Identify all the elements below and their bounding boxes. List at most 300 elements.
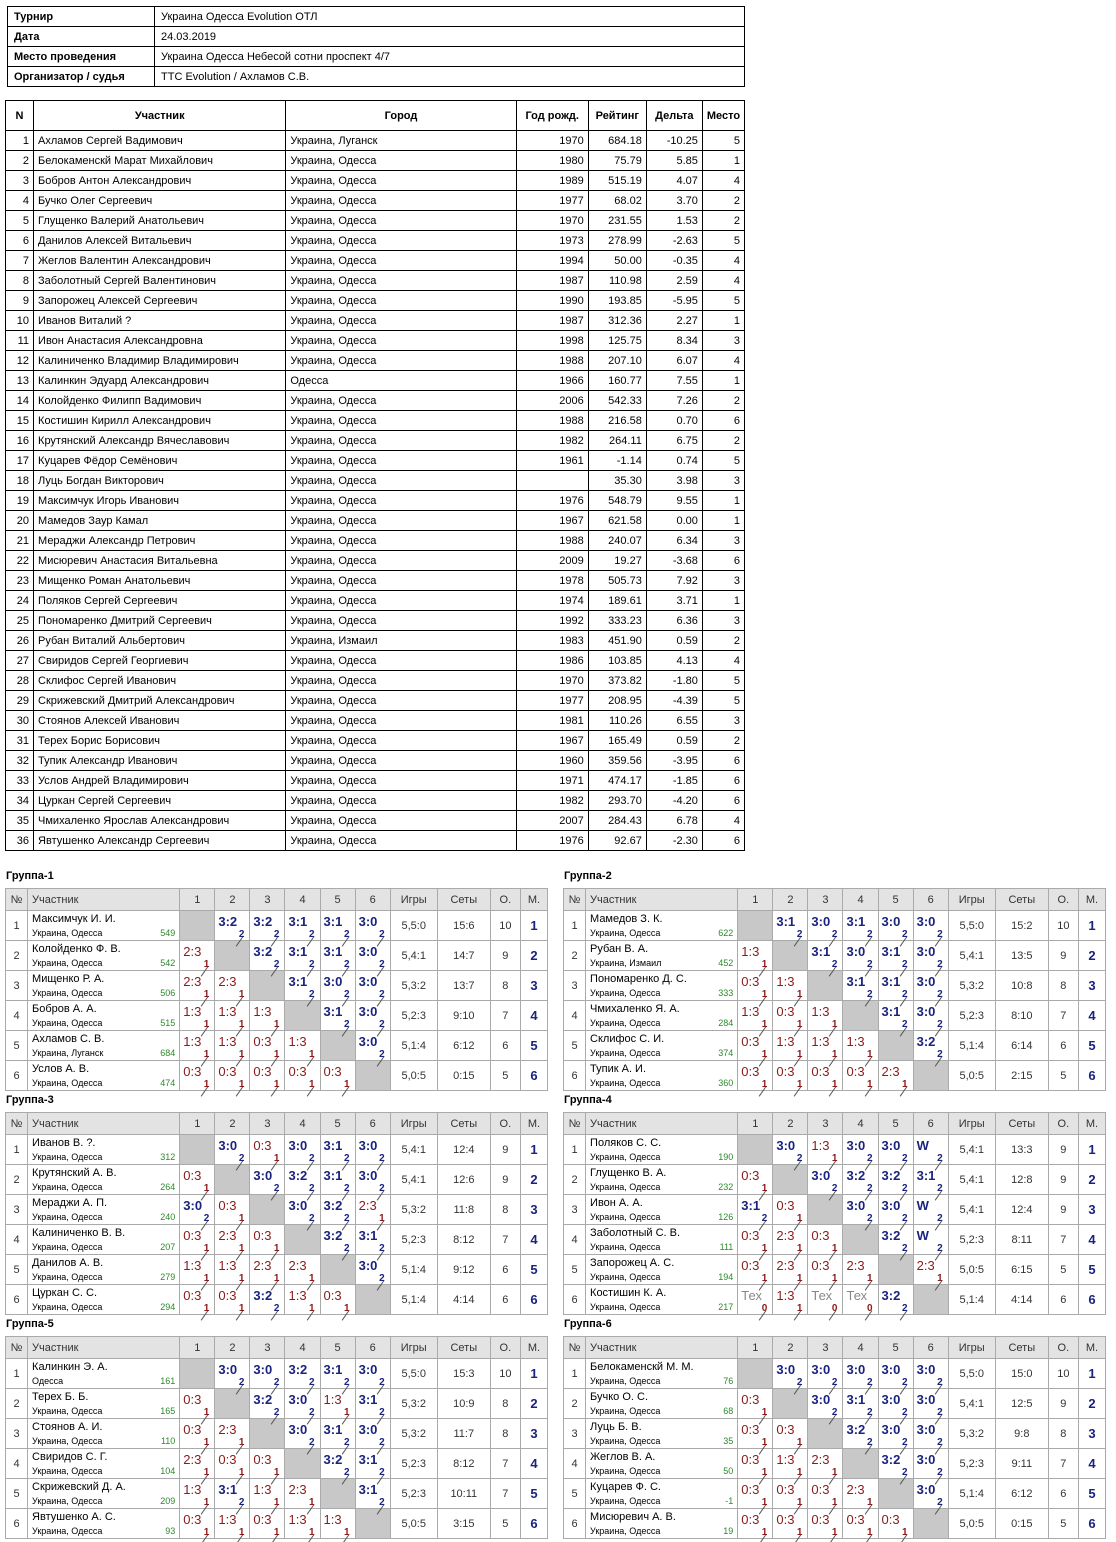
score-cell — [738, 1061, 773, 1091]
group-header-cell: О. — [1048, 889, 1078, 911]
sets-cell: 15:0 — [995, 1359, 1048, 1389]
participant-cell: 17 — [6, 451, 34, 471]
group-header-cell: 1 — [180, 889, 215, 911]
self-cell — [878, 1031, 913, 1061]
participant-cell: Поляков Сергей Сергеевич — [34, 591, 286, 611]
points-cell: 6 — [1048, 1479, 1078, 1509]
score-cell — [285, 911, 320, 941]
group-header-cell: № — [564, 889, 586, 911]
score-cell — [320, 1449, 355, 1479]
participant-cell: 3 — [6, 171, 34, 191]
games-cell: 5,1:4 — [390, 1255, 437, 1285]
score-points: 2 — [831, 1377, 838, 1388]
self-cell — [773, 1389, 808, 1419]
score-points: 2 — [344, 989, 350, 1000]
group-row — [564, 1061, 1106, 1091]
score-value: 3:0 — [358, 974, 378, 989]
score-cell — [913, 1479, 948, 1509]
player-rating: 452 — [718, 958, 734, 968]
participant-cell: Украина, Одесса — [286, 551, 516, 571]
player-name: Склифос С. И. — [590, 1033, 665, 1045]
score-value: 0:3 — [741, 1452, 760, 1467]
group-header-cell: Игры — [390, 1337, 437, 1359]
group-row-number: 1 — [564, 1135, 586, 1165]
player-name: Бобров А. А. — [32, 1003, 97, 1015]
group-header-cell: 3 — [808, 1337, 843, 1359]
player-city: Украина, Одесса — [32, 1212, 103, 1222]
participant-cell: 10 — [6, 311, 34, 331]
group-header-cell: М. — [520, 1337, 547, 1359]
player-name: Пономаренко Д. С. — [590, 973, 687, 985]
group-player-cell — [28, 1389, 180, 1419]
participant-cell: 6.07 — [646, 351, 702, 371]
group-player-cell — [28, 1225, 180, 1255]
group-row-number: 6 — [6, 1061, 28, 1091]
score-points: 2 — [238, 1153, 245, 1164]
participant-cell: -1.85 — [646, 771, 702, 791]
games-cell: 5,2:3 — [390, 1449, 437, 1479]
group-row — [564, 1135, 1106, 1165]
participant-row — [6, 631, 745, 651]
score-points: 1 — [831, 1273, 838, 1284]
player-rating: 240 — [160, 1212, 176, 1222]
score-cell — [285, 1419, 320, 1449]
group-row — [6, 1061, 548, 1091]
score-value: 0:3 — [323, 1064, 342, 1079]
score-value: 0:3 — [741, 1482, 760, 1497]
self-cell — [738, 1359, 773, 1389]
score-points: 2 — [902, 1377, 908, 1388]
participant-cell: Цуркан Сергей Сергеевич — [34, 791, 286, 811]
score-cell — [250, 1285, 285, 1315]
place-cell: 4 — [520, 1001, 547, 1031]
score-points: 1 — [761, 1527, 768, 1538]
participant-cell: 2.27 — [646, 311, 702, 331]
place-cell: 4 — [1078, 1001, 1105, 1031]
group-player-cell — [28, 1479, 180, 1509]
player-city: Украина, Одесса — [590, 1182, 661, 1192]
group-header-cell: 1 — [180, 1337, 215, 1359]
group-row — [6, 1001, 548, 1031]
score-cell — [773, 1479, 808, 1509]
player-rating: 549 — [160, 928, 176, 938]
group-row-number: 2 — [6, 1389, 28, 1419]
participant-cell: -1.14 — [588, 451, 646, 471]
score-cell — [320, 1359, 355, 1389]
info-row — [8, 27, 745, 47]
score-cell — [285, 1389, 320, 1419]
score-cell — [180, 1389, 215, 1419]
participant-cell: 33 — [6, 771, 34, 791]
info-label: Дата — [8, 27, 155, 47]
games-cell: 5,0:5 — [948, 1509, 995, 1539]
score-cell — [913, 971, 948, 1001]
participant-cell: 1982 — [516, 791, 588, 811]
score-value: 3:1 — [218, 1482, 238, 1497]
score-cell — [773, 1195, 808, 1225]
participant-cell: 4.07 — [646, 171, 702, 191]
participant-cell: 12 — [6, 351, 34, 371]
player-rating: 111 — [719, 1242, 734, 1252]
group-player-cell — [28, 1419, 180, 1449]
score-points: 2 — [902, 989, 908, 1000]
score-points: 2 — [937, 1407, 943, 1418]
score-value: 3:0 — [846, 944, 866, 959]
participant-cell: 110.26 — [588, 711, 646, 731]
participant-cell: 5 — [6, 211, 34, 231]
participant-cell: -5.95 — [646, 291, 702, 311]
group-row-number: 5 — [6, 1479, 28, 1509]
score-cell — [738, 1001, 773, 1031]
score-cell — [843, 1195, 878, 1225]
group-header-cell: 5 — [878, 889, 913, 911]
score-cell — [913, 941, 948, 971]
score-value: Тех — [811, 1288, 833, 1303]
group-row — [6, 1195, 548, 1225]
score-value: 0:3 — [846, 1512, 865, 1527]
score-value: 1:3 — [741, 944, 760, 959]
participant-cell: 4 — [702, 651, 744, 671]
participant-cell: 5 — [702, 131, 744, 151]
score-value: 1:3 — [846, 1034, 865, 1049]
group-header-cell: Участник — [28, 889, 180, 911]
score-value: 3:1 — [358, 1452, 378, 1467]
place-cell: 2 — [1078, 1389, 1105, 1419]
score-points: 2 — [379, 1049, 385, 1060]
score-points: 2 — [866, 1407, 873, 1418]
participant-cell: 25 — [6, 611, 34, 631]
score-points: 1 — [761, 1079, 768, 1090]
score-value: 1:3 — [253, 1004, 272, 1019]
participant-cell — [516, 471, 588, 491]
group-row-number: 3 — [6, 1195, 28, 1225]
score-points: 2 — [937, 1213, 943, 1224]
games-cell: 5,5:0 — [948, 1359, 995, 1389]
score-points: 1 — [761, 1243, 768, 1254]
score-value: 2:3 — [183, 974, 202, 989]
participant-cell: Мисюревич Анастасия Витальевна — [34, 551, 286, 571]
participant-cell: 5 — [702, 291, 744, 311]
participant-cell: 333.23 — [588, 611, 646, 631]
score-points: 2 — [761, 1213, 768, 1224]
participant-cell: Одесса — [286, 371, 516, 391]
player-city: Украина, Одесса — [32, 1182, 103, 1192]
group-header-cell: 1 — [738, 1337, 773, 1359]
group-player-cell — [28, 941, 180, 971]
games-cell: 5,4:1 — [948, 1135, 995, 1165]
group-title: Группа-2 — [564, 870, 612, 882]
player-city: Украина, Одесса — [32, 988, 103, 998]
self-cell — [250, 1195, 285, 1225]
group-header-cell: Сеты — [995, 1113, 1048, 1135]
score-points: 1 — [203, 989, 210, 1000]
score-cell — [913, 1359, 948, 1389]
score-value: 1:3 — [183, 1004, 202, 1019]
participant-cell: 208.95 — [588, 691, 646, 711]
score-points: 1 — [831, 1527, 838, 1538]
score-cell — [355, 1479, 390, 1509]
score-cell — [738, 1285, 773, 1315]
group-header-cell: Сеты — [437, 889, 490, 911]
score-cell — [285, 941, 320, 971]
participant-cell: 68.02 — [588, 191, 646, 211]
score-cell — [285, 1285, 320, 1315]
score-cell — [250, 1509, 285, 1539]
participant-cell: Украина, Одесса — [286, 151, 516, 171]
score-value: 2:3 — [846, 1482, 865, 1497]
points-cell: 8 — [1048, 971, 1078, 1001]
participant-cell: 103.85 — [588, 651, 646, 671]
group-player-cell — [586, 1359, 738, 1389]
player-rating: 207 — [160, 1242, 176, 1252]
sets-cell: 14:7 — [437, 941, 490, 971]
player-name: Заболотный С. В. — [590, 1227, 681, 1239]
self-cell — [320, 1479, 355, 1509]
participant-cell: 1977 — [516, 691, 588, 711]
score-value: 1:3 — [218, 1512, 237, 1527]
score-points: 2 — [344, 1153, 350, 1164]
group-header-row — [6, 1113, 548, 1135]
participant-cell: 1.53 — [646, 211, 702, 231]
score-value: 3:1 — [358, 1392, 378, 1407]
score-value: 3:0 — [358, 1004, 378, 1019]
participant-cell: Белокаменскй Марат Михайлович — [34, 151, 286, 171]
score-points: 2 — [203, 1213, 210, 1224]
group-header-cell: 6 — [355, 1337, 390, 1359]
sets-cell: 4:14 — [437, 1285, 490, 1315]
player-city: Украина, Одесса — [32, 1018, 103, 1028]
score-value: Тех — [741, 1288, 762, 1303]
participants-header-cell: Город — [286, 101, 516, 131]
score-cell — [738, 1195, 773, 1225]
participant-cell: 6 — [702, 791, 744, 811]
player-rating: 284 — [718, 1018, 734, 1028]
participant-cell: Украина, Луганск — [286, 131, 516, 151]
participant-cell: 13 — [6, 371, 34, 391]
sets-cell: 8:12 — [437, 1225, 490, 1255]
group-row — [564, 1449, 1106, 1479]
games-cell: 5,2:3 — [948, 1225, 995, 1255]
player-name: Услов А. В. — [32, 1063, 90, 1075]
score-points: 1 — [761, 1467, 768, 1478]
score-value: 3:0 — [916, 1362, 936, 1377]
group-player-cell — [586, 1419, 738, 1449]
score-value: 0:3 — [741, 1392, 760, 1407]
participant-cell: 293.70 — [588, 791, 646, 811]
score-value: 3:0 — [916, 974, 936, 989]
score-cell — [320, 1135, 355, 1165]
participant-cell: 14 — [6, 391, 34, 411]
score-points: 1 — [273, 1497, 280, 1508]
group-header-cell: 2 — [773, 1337, 808, 1359]
score-value: 1:3 — [218, 1034, 237, 1049]
points-cell: 7 — [490, 1225, 520, 1255]
score-value: Тех — [846, 1288, 868, 1303]
participants-header-cell: Год рожд. — [516, 101, 588, 131]
score-points: 2 — [379, 1273, 385, 1284]
participant-row — [6, 691, 745, 711]
score-cell — [250, 1225, 285, 1255]
player-name: Крутянский А. В. — [32, 1167, 117, 1179]
player-rating: 542 — [160, 958, 176, 968]
group-player-cell — [28, 1255, 180, 1285]
player-rating: 474 — [160, 1078, 176, 1088]
participant-cell: 31 — [6, 731, 34, 751]
score-points: 1 — [203, 1243, 210, 1254]
score-value: W — [916, 1138, 929, 1153]
player-rating: 104 — [160, 1466, 176, 1476]
group-row — [6, 971, 548, 1001]
score-points: 2 — [238, 1377, 245, 1388]
score-value: 2:3 — [358, 1198, 377, 1213]
group-header-cell: 2 — [773, 1113, 808, 1135]
place-cell: 1 — [1078, 1359, 1105, 1389]
group-player-cell — [28, 1285, 180, 1315]
score-value: 1:3 — [811, 1034, 830, 1049]
score-value: 2:3 — [183, 1452, 202, 1467]
score-cell — [180, 1285, 215, 1315]
score-points: 2 — [344, 1467, 350, 1478]
score-cell — [320, 1225, 355, 1255]
place-cell: 6 — [520, 1285, 547, 1315]
score-cell — [320, 1509, 355, 1539]
participant-cell: 0.00 — [646, 511, 702, 531]
score-cell — [320, 1389, 355, 1419]
score-cell — [355, 1135, 390, 1165]
group-header-cell: Сеты — [437, 1337, 490, 1359]
score-cell — [843, 1389, 878, 1419]
participant-cell: Украина, Одесса — [286, 311, 516, 331]
group-row-number: 1 — [6, 1135, 28, 1165]
score-cell — [843, 1479, 878, 1509]
score-cell — [180, 971, 215, 1001]
games-cell: 5,2:3 — [948, 1001, 995, 1031]
participant-cell: 110.98 — [588, 271, 646, 291]
score-value: 0:3 — [183, 1168, 202, 1183]
place-cell: 4 — [520, 1225, 547, 1255]
score-points: 2 — [937, 989, 943, 1000]
score-points: 1 — [761, 1183, 768, 1194]
score-cell — [355, 1359, 390, 1389]
player-name: Колойденко Ф. В. — [32, 943, 121, 955]
participant-row — [6, 311, 745, 331]
score-cell — [878, 1509, 913, 1539]
score-cell — [773, 1001, 808, 1031]
participant-cell: 19.27 — [588, 551, 646, 571]
player-city: Украина, Одесса — [590, 1526, 661, 1536]
participant-cell: 16 — [6, 431, 34, 451]
score-points: 1 — [238, 989, 245, 1000]
score-value: 3:1 — [288, 944, 308, 959]
points-cell: 8 — [490, 1195, 520, 1225]
participant-cell: Свиридов Сергей Георгиевич — [34, 651, 286, 671]
group-header-cell: 6 — [913, 889, 948, 911]
score-points: 2 — [902, 1183, 908, 1194]
games-cell: 5,4:1 — [948, 1165, 995, 1195]
self-cell — [215, 1165, 250, 1195]
score-value: 3:0 — [776, 1362, 796, 1377]
score-cell — [773, 1061, 808, 1091]
score-points: 1 — [831, 1467, 838, 1478]
games-cell: 5,1:4 — [948, 1285, 995, 1315]
participants-header-cell: N — [6, 101, 34, 131]
group-header-cell: 6 — [355, 889, 390, 911]
points-cell: 9 — [1048, 1165, 1078, 1195]
sets-cell: 13:3 — [995, 1135, 1048, 1165]
sets-cell: 11:7 — [437, 1419, 490, 1449]
group-row — [6, 1135, 548, 1165]
group-header-cell: М. — [1078, 1113, 1105, 1135]
place-cell: 4 — [1078, 1449, 1105, 1479]
participant-cell: 3 — [702, 331, 744, 351]
score-value: 3:2 — [881, 1288, 901, 1303]
player-name: Мамедов З. К. — [590, 913, 663, 925]
group-row — [6, 1419, 548, 1449]
score-cell — [355, 941, 390, 971]
group-row — [564, 1479, 1106, 1509]
score-cell — [773, 1509, 808, 1539]
participant-cell: 23 — [6, 571, 34, 591]
games-cell: 5,2:3 — [948, 1449, 995, 1479]
score-points: 1 — [761, 1497, 768, 1508]
participant-cell: Колойденко Филипп Вадимович — [34, 391, 286, 411]
participant-cell: Скрижевский Дмитрий Александрович — [34, 691, 286, 711]
games-cell: 5,3:2 — [390, 1195, 437, 1225]
sets-cell: 15:2 — [995, 911, 1048, 941]
group-row — [564, 1031, 1106, 1061]
participant-cell: 2 — [702, 431, 744, 451]
participant-cell: -4.20 — [646, 791, 702, 811]
score-value: 0:3 — [253, 1034, 272, 1049]
score-cell — [180, 1479, 215, 1509]
player-name: Тупик А. И. — [590, 1063, 647, 1075]
score-cell — [773, 911, 808, 941]
info-row — [8, 47, 745, 67]
score-points: 1 — [273, 1273, 280, 1284]
score-points: 2 — [902, 1303, 908, 1314]
score-value: 3:0 — [811, 1168, 831, 1183]
group-row — [6, 1285, 548, 1315]
group-table — [563, 1112, 1106, 1315]
score-cell — [878, 1359, 913, 1389]
score-points: 2 — [866, 1153, 873, 1164]
group-header-cell: Участник — [586, 889, 738, 911]
score-cell — [285, 1255, 320, 1285]
place-cell: 5 — [1078, 1255, 1105, 1285]
group-player-cell — [586, 971, 738, 1001]
score-points: 2 — [344, 1243, 350, 1254]
participant-cell: Украина, Одесса — [286, 251, 516, 271]
score-points: 2 — [937, 929, 943, 940]
participant-cell: 22 — [6, 551, 34, 571]
score-points: 1 — [308, 1049, 315, 1060]
group-table — [5, 1112, 548, 1315]
place-cell: 6 — [1078, 1061, 1105, 1091]
group-row-number: 2 — [564, 1165, 586, 1195]
score-points: 2 — [831, 1183, 838, 1194]
info-value: Украина Одесса Небесой сотни проспект 4/7 — [155, 47, 745, 67]
group-row — [564, 1165, 1106, 1195]
sets-cell: 13:7 — [437, 971, 490, 1001]
participant-cell: Стоянов Алексей Иванович — [34, 711, 286, 731]
games-cell: 5,3:2 — [390, 1419, 437, 1449]
participant-cell: 6.78 — [646, 811, 702, 831]
participant-cell: 1970 — [516, 131, 588, 151]
place-cell: 3 — [520, 1195, 547, 1225]
group-player-cell — [586, 1285, 738, 1315]
sets-cell: 10:8 — [995, 971, 1048, 1001]
participant-cell: 2.59 — [646, 271, 702, 291]
